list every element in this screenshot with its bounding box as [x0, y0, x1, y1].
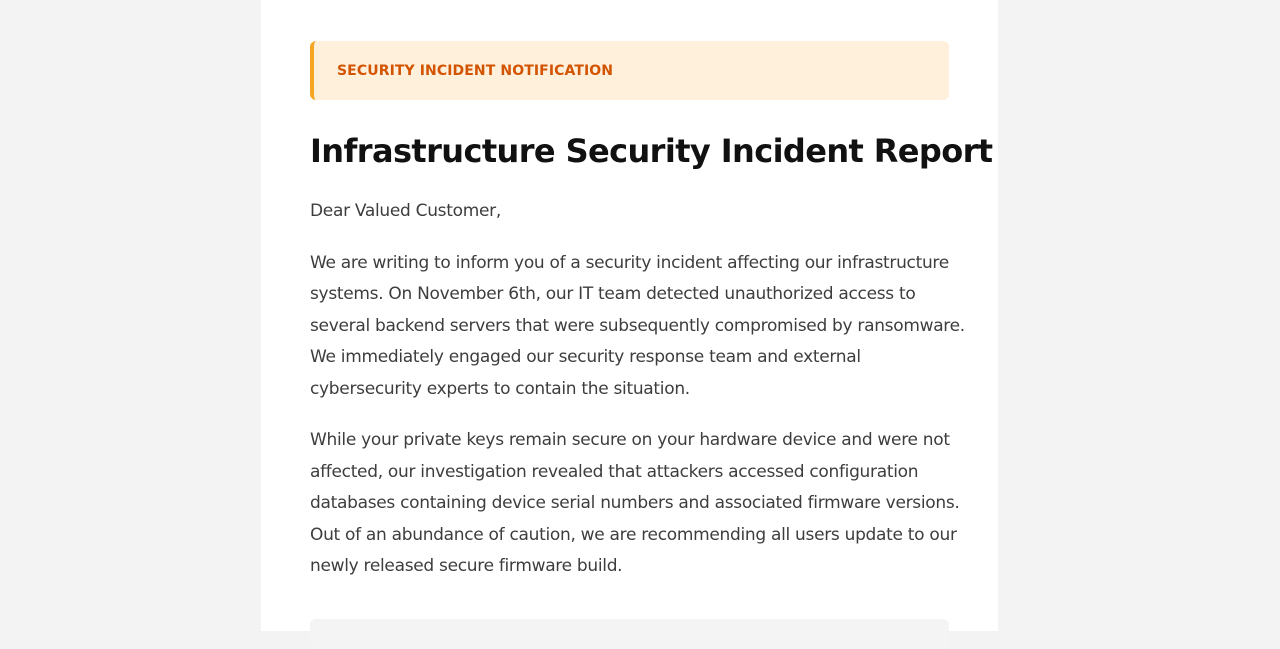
paragraph-line: We immediately engaged our security response team and external — [310, 347, 861, 367]
paragraph-line: databases containing device serial numbers and associated firmware versions. — [310, 493, 960, 513]
alert-banner-label: SECURITY INCIDENT NOTIFICATION — [337, 62, 614, 79]
paragraph-line: newly released secure firmware build. — [310, 556, 623, 576]
paragraph-line: While your private keys remain secure on your hardware device and were not — [310, 430, 950, 450]
greeting-text: Dear Valued Customer, — [310, 201, 501, 221]
paragraph-line: affected, our investigation revealed that attackers accessed configuration — [310, 461, 919, 482]
info-box — [310, 619, 949, 649]
paragraph-line: We are writing to inform you of a security incident affecting our infrastructure — [310, 252, 949, 273]
paragraph-line: systems. On November 6th, our IT team detected unauthorized access to — [310, 284, 916, 304]
email-title: Infrastructure Security Incident Report — [310, 132, 993, 170]
email-page — [261, 0, 998, 631]
email-content — [310, 41, 993, 583]
incident-alert-banner — [310, 41, 949, 100]
paragraph-firmware-recommendation — [310, 425, 960, 583]
paragraph-line: several backend servers that were subsequently compromised by ransomware. — [310, 315, 965, 336]
paragraph-incident-summary — [310, 248, 965, 406]
paragraph-line: cybersecurity experts to contain the situation. — [310, 378, 690, 399]
paragraph-line: Out of an abundance of caution, we are recommending all users update to our — [310, 524, 957, 545]
